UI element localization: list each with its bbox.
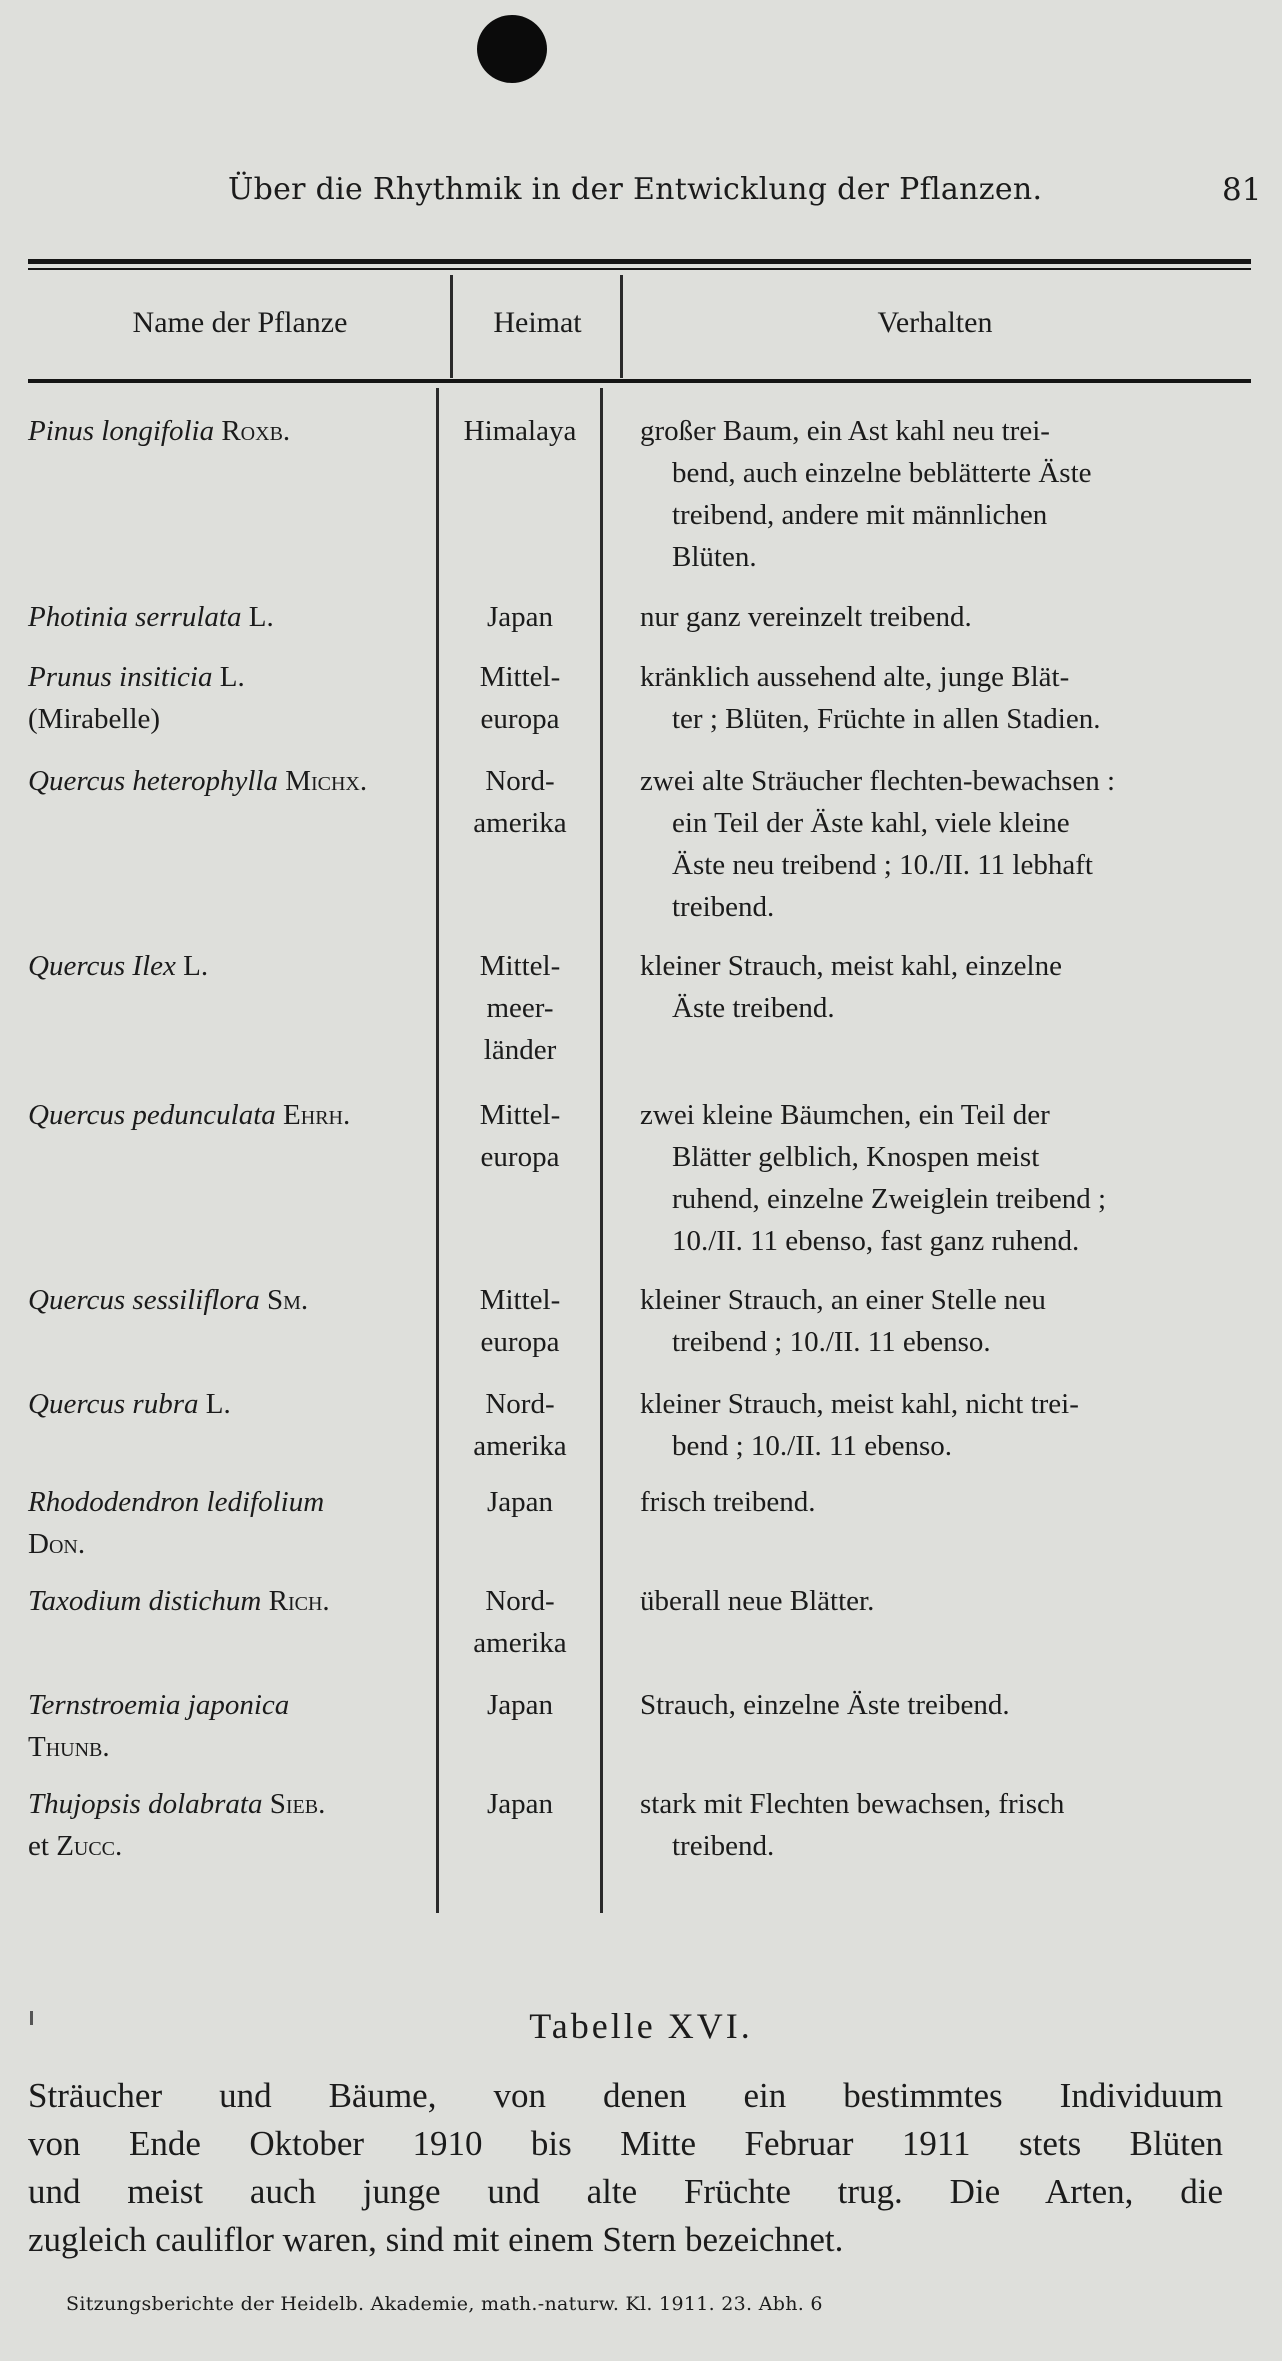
column-divider <box>620 275 623 378</box>
table-row-verhalten: großer Baum, ein Ast kahl neu trei- bend, auch einzelne beblätterte Äste treibend, andere mit männlichen Blüten. <box>640 415 1092 573</box>
table-row-plant: Prunus insiticia L. (Mirabelle) <box>28 661 245 735</box>
page-number: 81 <box>1222 172 1262 208</box>
table-row-verhalten: zwei kleine Bäumchen, ein Teil der Blätter gelblich, Knospen meist ruhend, einzelne Zweiglein treibend ; 10./II. 11 ebenso, fast ganz ruhend. <box>640 1099 1107 1257</box>
table-row-heimat: Japan <box>486 601 554 633</box>
table-title: Tabelle XVI. <box>529 2006 753 2046</box>
table-row-verhalten: stark mit Flechten bewachsen, frisch treibend. <box>640 1788 1065 1862</box>
table-row-heimat: Nord- amerika <box>473 765 567 839</box>
species-name: Pinus longifolia <box>28 415 215 447</box>
table-row-verhalten: überall neue Blätter. <box>640 1585 875 1617</box>
table-row-heimat: Mittel- europa <box>479 661 561 735</box>
table-row-heimat: Japan <box>486 1486 554 1518</box>
column-divider <box>450 275 453 378</box>
table-row-plant: Quercus Ilex L. <box>28 950 209 982</box>
column-divider <box>436 388 439 1913</box>
table-top-rule <box>28 259 1251 264</box>
table-row-verhalten: frisch treibend. <box>640 1486 816 1518</box>
punch-hole <box>477 15 547 83</box>
table-top-rule-thin <box>28 268 1251 270</box>
table-row-heimat: Nord- amerika <box>473 1585 567 1659</box>
table-row-heimat: Mittel- europa <box>479 1099 561 1173</box>
table-row-plant: Quercus sessiliflora Sm. <box>28 1284 309 1316</box>
table-row-plant <box>28 410 428 452</box>
table-row-plant: Ternstroemia japonica Thunb. <box>28 1689 290 1763</box>
table-row-verhalten: nur ganz vereinzelt treibend. <box>640 601 972 633</box>
table-row-plant: Quercus pedunculata Ehrh. <box>28 1099 351 1131</box>
table-row-plant: Thujopsis dolabrata Sieb. et Zucc. <box>28 1788 326 1862</box>
header-bottom-rule <box>28 379 1251 383</box>
table-row-plant: Taxodium distichum Rich. <box>28 1585 330 1617</box>
table-row-verhalten: kränklich aussehend alte, junge Blät- ter ; Blüten, Früchte in allen Stadien. <box>640 661 1101 735</box>
table-row-verhalten: kleiner Strauch, meist kahl, nicht trei- bend ; 10./II. 11 ebenso. <box>640 1388 1079 1462</box>
table-row-heimat: Himalaya <box>463 415 577 447</box>
table-row-verhalten: kleiner Strauch, meist kahl, einzelne Äste treibend. <box>640 950 1062 1024</box>
table-row-heimat: Nord- amerika <box>473 1388 567 1462</box>
running-head: Über die Rhythmik in der Entwicklung der Pflanzen. <box>228 172 1043 207</box>
table-row-verhalten: zwei alte Sträucher flechten-bewachsen : ein Teil der Äste kahl, viele kleine Äste neu treibend ; 10./II. 11 lebhaft treibend. <box>640 765 1116 923</box>
table-row-verhalten: Strauch, einzelne Äste treibend. <box>640 1689 1010 1721</box>
table-row-plant: Rhododendron ledifolium Don. <box>28 1486 325 1560</box>
table-row-plant: Quercus rubra L. <box>28 1388 231 1420</box>
column-header-heimat: Heimat <box>493 306 582 339</box>
author-abbrev: Roxb. <box>221 415 291 447</box>
table-row-plant: Quercus heterophylla Michx. <box>28 765 368 797</box>
column-divider <box>600 388 603 1913</box>
column-header-verhalten: Verhalten <box>877 306 993 339</box>
table-row-heimat: Japan <box>486 1788 554 1820</box>
table-row-verhalten: kleiner Strauch, an einer Stelle neu treibend ; 10./II. 11 ebenso. <box>640 1284 1046 1358</box>
table-row-heimat: Mittel- europa <box>479 1284 561 1358</box>
table-row-heimat: Japan <box>486 1689 554 1721</box>
table-row-plant: Photinia serrulata L. <box>28 601 274 633</box>
page-footer: Sitzungsberichte der Heidelb. Akademie, math.-naturw. Kl. 1911. 23. Abh. 6 <box>66 2293 823 2315</box>
table-caption: Sträucher und Bäume, von denen ein bestimmtes Individuum von Ende Oktober 1910 bis Mitte Februar 1911 stets Blüten und meist auch junge und alte Früchte trug. Die Arten, die zugleich cauliflor waren, sind mit einem Stern bezeichnet. <box>28 2076 1223 2259</box>
column-header-name: Name der Pflanze <box>132 306 348 339</box>
table-row-heimat: Mittel- meer- länder <box>479 950 561 1066</box>
